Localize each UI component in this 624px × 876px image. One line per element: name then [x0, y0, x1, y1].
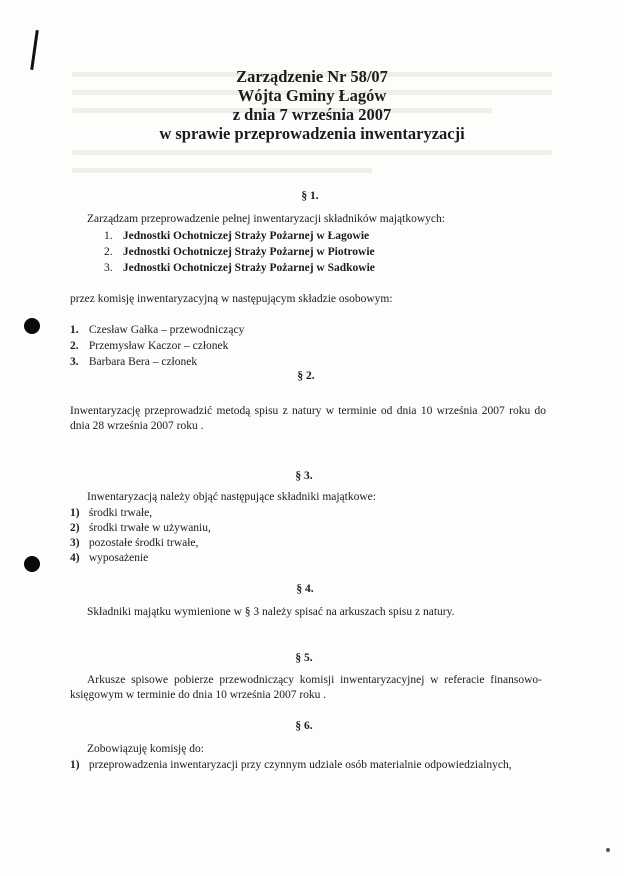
section4-text: Składniki majątku wymienione w § 3 należy spisać na arkuszach spisu z natury. [87, 606, 455, 618]
section-heading: § 4. [296, 583, 314, 595]
item-number: 1. [70, 324, 79, 336]
asset-item [70, 536, 198, 551]
member-item [70, 355, 197, 370]
section-heading: § 3. [295, 470, 313, 482]
unit-item [104, 229, 369, 244]
asset-item [70, 521, 211, 536]
bleed-through [72, 150, 552, 155]
unit-item [104, 261, 375, 276]
section-heading: § 6. [295, 720, 313, 732]
item-text: Barbara Bera – członek [88, 356, 198, 368]
item-text: Jednostki Ochotniczej Straży Pożarnej w Łagowie [122, 230, 370, 242]
asset-item [70, 551, 148, 566]
item-number: 1) [70, 759, 80, 771]
section-heading: § 5. [295, 652, 313, 664]
unit-item [104, 245, 375, 260]
bleed-through [72, 168, 372, 173]
item-number: 3. [104, 262, 113, 274]
section-heading: § 1. [301, 190, 319, 202]
member-item [70, 323, 244, 338]
member-item [70, 339, 228, 354]
scan-speck [606, 848, 610, 852]
item-number: 3. [70, 356, 79, 368]
obligation-item [70, 758, 512, 773]
item-number: 3) [70, 537, 80, 549]
document-title: Zarządzenie Nr 58/07 [236, 67, 388, 86]
item-number: 2. [70, 340, 79, 352]
asset-item [70, 506, 152, 521]
document-subject: w sprawie przeprowadzenia inwentaryzacji [159, 124, 465, 143]
section2-text: Inwentaryzację przeprowadzić metodą spisu z natury w terminie od dnia 10 września 2007 roku do dnia 28 września 2007 roku . [70, 405, 546, 432]
item-text: wyposażenie [88, 552, 149, 564]
commission-intro: przez komisję inwentaryzacyjną w następującym składzie osobowym: [70, 293, 393, 305]
punch-hole [24, 556, 40, 572]
section3-intro: Inwentaryzacją należy objąć następujące składniki majątkowe: [87, 491, 376, 503]
item-number: 1. [104, 230, 113, 242]
item-text: środki trwałe w używaniu, [88, 522, 211, 534]
item-text: pozostałe środki trwałe, [88, 537, 199, 549]
item-number: 4) [70, 552, 80, 564]
item-number: 1) [70, 507, 80, 519]
item-number: 2) [70, 522, 80, 534]
section-heading: § 2. [297, 370, 315, 382]
item-text: Jednostki Ochotniczej Straży Pożarnej w Piotrowie [122, 246, 375, 258]
section1-intro: Zarządzam przeprowadzenie pełnej inwentaryzacji składników majątkowych: [87, 213, 445, 225]
item-text: środki trwałe, [88, 507, 153, 519]
handwritten-mark [30, 30, 39, 70]
item-text: Czesław Gałka – przewodniczący [88, 324, 245, 336]
item-number: 2. [104, 246, 113, 258]
item-text: Jednostki Ochotniczej Straży Pożarnej w Sadkowie [122, 262, 375, 274]
section5-text: Arkusze spisowe pobierze przewodniczący komisji inwentaryzacyjnej w referacie finansowo-księgowym w terminie do dnia 10 września 2007 roku . [70, 674, 542, 701]
section6-intro: Zobowiązuję komisję do: [87, 743, 204, 755]
punch-hole [24, 318, 40, 334]
document-date: z dnia 7 września 2007 [232, 105, 392, 124]
issuer: Wójta Gminy Łagów [237, 86, 387, 105]
item-text: przeprowadzenia inwentaryzacji przy czynnym udziale osób materialnie odpowiedzialnych, [88, 759, 512, 771]
item-text: Przemysław Kaczor – członek [88, 340, 229, 352]
